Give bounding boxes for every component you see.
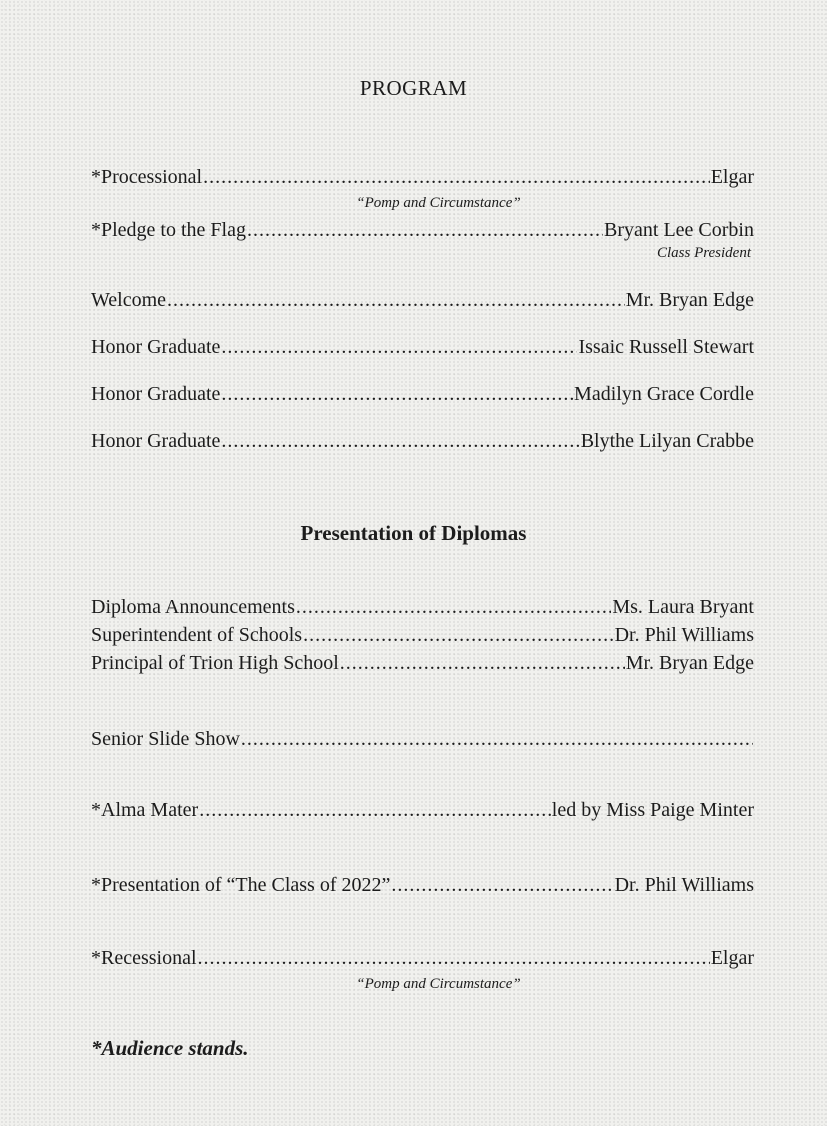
- item-label: Honor Graduate: [91, 336, 221, 358]
- leader-dots: [247, 217, 603, 243]
- item-value: Dr. Phil Williams: [614, 624, 754, 646]
- diplomas-item-announcements: [91, 594, 754, 620]
- item-value: Blythe Lilyan Crabbe: [580, 430, 754, 452]
- item-label: Principal of Trion High School: [91, 652, 339, 674]
- item-label: *Pledge to the Flag: [91, 219, 246, 241]
- item-label: *Processional: [91, 166, 203, 188]
- program-item-welcome: [91, 287, 754, 313]
- item-label: *Recessional: [91, 947, 197, 969]
- leader-dots: [241, 726, 753, 752]
- item-value: Madilyn Grace Cordle: [574, 383, 754, 405]
- closing-item-slide-show: [91, 726, 754, 752]
- program-item-pledge: [91, 217, 754, 243]
- item-label: Honor Graduate: [91, 430, 221, 452]
- leader-dots: [391, 872, 613, 898]
- leader-dots: [198, 945, 710, 971]
- program-item-honor-graduate-3: [91, 428, 754, 454]
- leader-dots: [203, 164, 710, 190]
- processional-subtitle: “Pomp and Circumstance”: [356, 195, 521, 211]
- closing-item-class-presentation: [91, 872, 754, 898]
- item-value: Ms. Laura Bryant: [612, 596, 754, 618]
- item-label: Superintendent of Schools: [91, 624, 303, 646]
- recessional-subtitle: “Pomp and Circumstance”: [356, 976, 521, 992]
- item-value: Mr. Bryan Edge: [625, 652, 754, 674]
- leader-dots: [221, 381, 573, 407]
- item-label: Senior Slide Show: [91, 728, 240, 750]
- leader-dots: [296, 594, 612, 620]
- item-label: *Alma Mater: [91, 799, 199, 821]
- item-value: Issaic Russell Stewart: [578, 336, 754, 358]
- program-title: PROGRAM: [359, 76, 468, 100]
- leader-dots: [221, 334, 577, 360]
- leader-dots: [221, 428, 579, 454]
- pledge-subtitle: Class President: [656, 245, 751, 261]
- leader-dots: [167, 287, 625, 313]
- diplomas-item-superintendent: [91, 622, 754, 648]
- item-value: Bryant Lee Corbin: [604, 219, 754, 241]
- item-value: Mr. Bryan Edge: [625, 289, 754, 311]
- closing-item-alma-mater: [91, 797, 754, 823]
- item-label: Welcome: [91, 289, 167, 311]
- item-value: Elgar: [710, 166, 754, 188]
- item-label: *Presentation of “The Class of 2022”: [91, 874, 391, 896]
- item-label: Honor Graduate: [91, 383, 221, 405]
- leader-dots: [199, 797, 551, 823]
- item-value: Elgar: [710, 947, 754, 969]
- item-value: Dr. Phil Williams: [614, 874, 754, 896]
- item-label: Diploma Announcements: [91, 596, 295, 618]
- diplomas-item-principal: [91, 650, 754, 676]
- program-item-processional: [91, 164, 754, 190]
- item-value: led by Miss Paige Minter: [551, 799, 754, 821]
- program-item-honor-graduate-2: [91, 381, 754, 407]
- program-item-honor-graduate-1: [91, 334, 754, 360]
- closing-item-recessional: [91, 945, 754, 971]
- leader-dots: [303, 622, 614, 648]
- leader-dots: [340, 650, 625, 676]
- diplomas-section-title: Presentation of Diplomas: [300, 521, 527, 545]
- audience-stands-footnote: *Audience stands.: [91, 1036, 249, 1060]
